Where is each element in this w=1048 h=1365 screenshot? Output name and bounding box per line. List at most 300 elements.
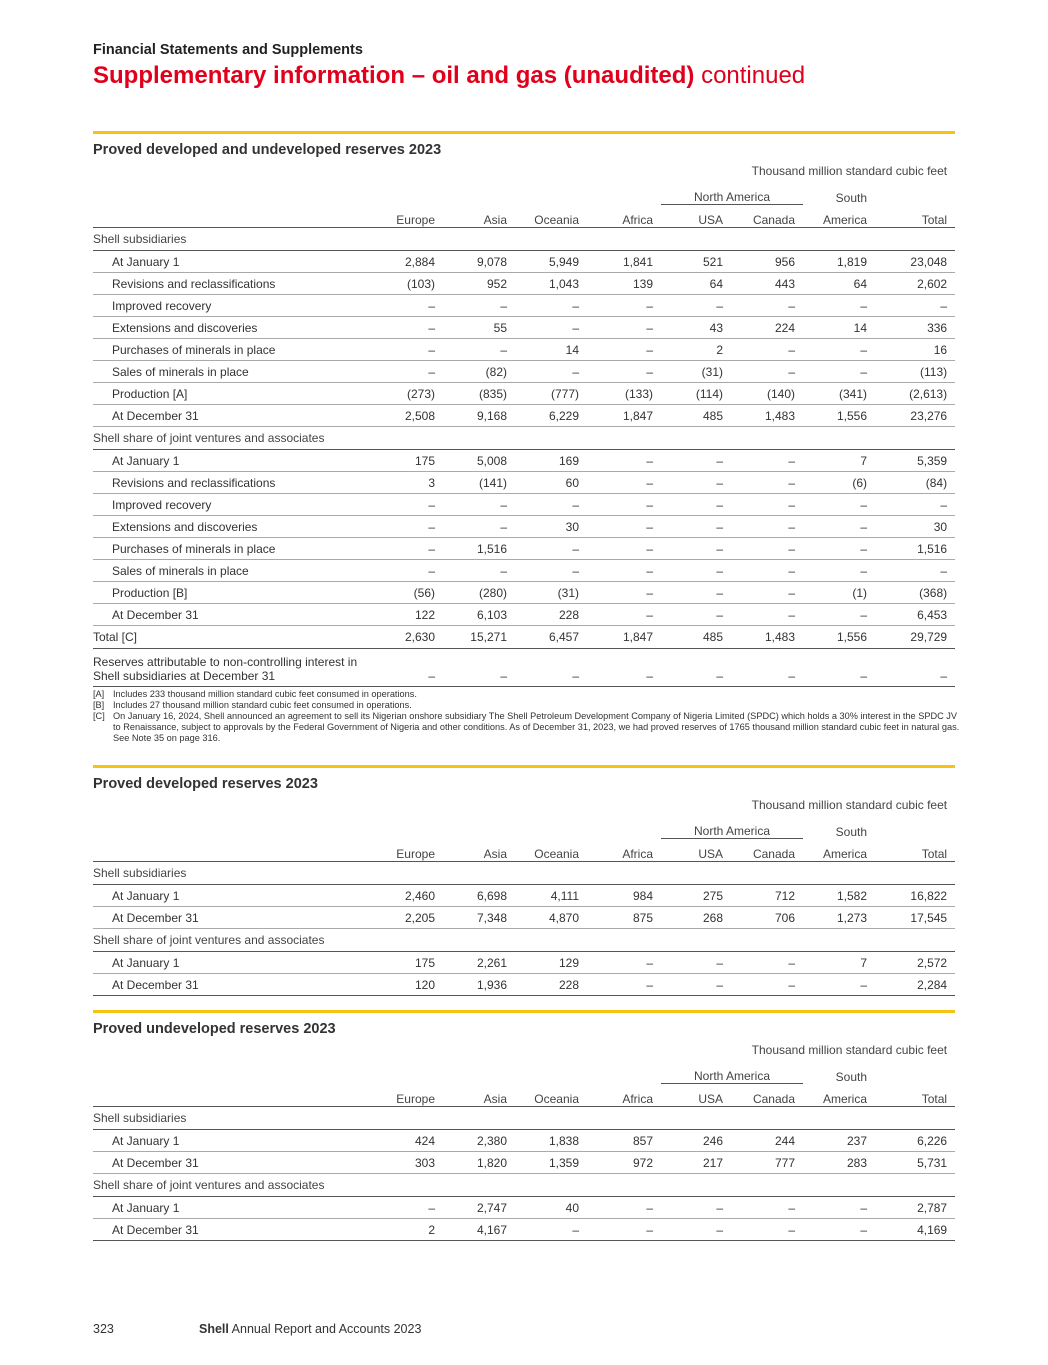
col-canada: Canada [731, 839, 803, 862]
cell-value: 2,630 [391, 626, 443, 649]
cell-value: 1,556 [803, 626, 875, 649]
cell-value: 29,729 [875, 626, 955, 649]
cell-value: – [391, 1197, 443, 1219]
cell-value: 9,078 [443, 251, 515, 273]
section-divider [93, 765, 955, 768]
cell-value: – [587, 450, 661, 472]
row-label: At December 31 [93, 974, 391, 996]
nci-label-line2: Shell subsidiaries at December 31 [93, 669, 276, 683]
table-row [93, 907, 955, 929]
cell-value: (341) [803, 383, 875, 405]
brand-name: Shell [199, 1322, 229, 1336]
col-usa: USA [661, 1084, 731, 1107]
cell-value: – [731, 952, 803, 974]
col-africa: Africa [587, 1084, 661, 1107]
cell-value: – [661, 582, 731, 604]
col-total: Total [875, 205, 955, 228]
cell-value: – [661, 450, 731, 472]
col-africa: Africa [587, 839, 661, 862]
cell-value: – [803, 1197, 875, 1219]
cell-value: 14 [515, 339, 587, 361]
cell-value: – [731, 516, 803, 538]
unit-row [93, 1039, 955, 1061]
cell-value: 275 [661, 885, 731, 907]
cell-value: 984 [587, 885, 661, 907]
cell-value: 9,168 [443, 405, 515, 427]
cell-value: 521 [661, 251, 731, 273]
cell-value: 30 [875, 516, 955, 538]
cell-value: – [661, 649, 731, 687]
cell-value: – [391, 295, 443, 317]
row-label: At December 31 [93, 604, 391, 626]
cell-value: – [661, 472, 731, 494]
cell-value: (133) [587, 383, 661, 405]
report-name: Annual Report and Accounts 2023 [231, 1322, 422, 1336]
cell-value: (777) [515, 383, 587, 405]
cell-value: 336 [875, 317, 955, 339]
table-row [93, 885, 955, 907]
unit-label: Thousand million standard cubic feet [751, 1043, 948, 1057]
section-undeveloped [93, 1010, 955, 1241]
footnote-text: Includes 27 thousand million standard cubic feet consumed in operations. [113, 700, 412, 710]
table-row [93, 1130, 955, 1152]
cell-value: 1,819 [803, 251, 875, 273]
cell-value: – [391, 538, 443, 560]
cell-value: 2,205 [391, 907, 443, 929]
col-south-america: America [803, 839, 875, 862]
cell-value: – [587, 317, 661, 339]
cell-value: 2,602 [875, 273, 955, 295]
row-label: At January 1 [93, 1197, 391, 1219]
cell-value: – [587, 1197, 661, 1219]
cell-value: – [391, 361, 443, 383]
cell-value: – [803, 516, 875, 538]
page-number: 323 [93, 1322, 114, 1336]
cell-value: 7 [803, 450, 875, 472]
row-label: Revisions and reclassifications [93, 472, 391, 494]
col-europe: Europe [391, 205, 443, 228]
col-usa: USA [661, 839, 731, 862]
row-label: At December 31 [93, 1152, 391, 1174]
col-africa: Africa [587, 205, 661, 228]
cell-value: 1,359 [515, 1152, 587, 1174]
north-america-header: North America [661, 182, 803, 205]
col-europe: Europe [391, 1084, 443, 1107]
section-developed-undeveloped [93, 131, 955, 687]
cell-value: – [803, 1219, 875, 1241]
total-row [93, 626, 955, 649]
cell-value: 23,276 [875, 405, 955, 427]
south-header: South [835, 824, 867, 839]
cell-value: 6,226 [875, 1130, 955, 1152]
cell-value: 120 [391, 974, 443, 996]
col-total: Total [875, 1084, 955, 1107]
category-label: Shell subsidiaries [93, 1107, 955, 1130]
row-label: Production [B] [93, 582, 391, 604]
row-label: At December 31 [93, 907, 391, 929]
nci-row [93, 649, 955, 687]
cell-value: 1,516 [443, 538, 515, 560]
footnote-tag: [C] [93, 711, 105, 721]
cell-value: – [515, 317, 587, 339]
row-label: Extensions and discoveries [93, 317, 391, 339]
cell-value: – [803, 560, 875, 582]
cell-value: 246 [661, 1130, 731, 1152]
row-label: At January 1 [93, 450, 391, 472]
cell-value: 1,841 [587, 251, 661, 273]
category-row [93, 1107, 955, 1130]
footnote [93, 700, 963, 711]
table-row [93, 273, 955, 295]
cell-value: 17,545 [875, 907, 955, 929]
cell-value: – [875, 494, 955, 516]
cell-value: – [803, 494, 875, 516]
category-row [93, 228, 955, 251]
cell-value: – [587, 472, 661, 494]
cell-value: – [731, 604, 803, 626]
cell-value: 4,870 [515, 907, 587, 929]
cell-value: 228 [515, 604, 587, 626]
col-canada: Canada [731, 1084, 803, 1107]
row-label: Purchases of minerals in place [93, 538, 391, 560]
cell-value: 6,103 [443, 604, 515, 626]
page-title-continued: continued [701, 62, 806, 89]
row-label: At December 31 [93, 405, 391, 427]
cell-value: 175 [391, 952, 443, 974]
cell-value: – [731, 560, 803, 582]
col-usa: USA [661, 205, 731, 228]
table-row [93, 582, 955, 604]
unit-row [93, 160, 955, 182]
col-oceania: Oceania [515, 205, 587, 228]
table-row [93, 604, 955, 626]
page-title [93, 62, 805, 90]
cell-value: – [443, 494, 515, 516]
col-asia: Asia [443, 205, 515, 228]
cell-value: 23,048 [875, 251, 955, 273]
cell-value: 972 [587, 1152, 661, 1174]
nci-label-line1: Reserves attributable to non-controlling interest in [93, 655, 358, 669]
cell-value: (113) [875, 361, 955, 383]
cell-value: 712 [731, 885, 803, 907]
cell-value: 6,698 [443, 885, 515, 907]
cell-value: 6,457 [515, 626, 587, 649]
cell-value: 2 [391, 1219, 443, 1241]
cell-value: – [731, 1197, 803, 1219]
unit-label: Thousand million standard cubic feet [751, 798, 948, 812]
cell-value: 2,747 [443, 1197, 515, 1219]
cell-value: 875 [587, 907, 661, 929]
cell-value: 956 [731, 251, 803, 273]
row-label: Extensions and discoveries [93, 516, 391, 538]
cell-value: – [875, 649, 955, 687]
table-row [93, 383, 955, 405]
cell-value: – [587, 1219, 661, 1241]
cell-value: 43 [661, 317, 731, 339]
cell-value: – [661, 494, 731, 516]
category-row [93, 1174, 955, 1197]
cell-value: – [731, 974, 803, 996]
col-canada: Canada [731, 205, 803, 228]
cell-value: 2,884 [391, 251, 443, 273]
cell-value: 857 [587, 1130, 661, 1152]
footnote-tag: [A] [93, 689, 105, 699]
cell-value: (368) [875, 582, 955, 604]
cell-value: (835) [443, 383, 515, 405]
row-label: Improved recovery [93, 494, 391, 516]
category-row [93, 929, 955, 952]
cell-value: 40 [515, 1197, 587, 1219]
cell-value: 4,169 [875, 1219, 955, 1241]
cell-value: – [587, 649, 661, 687]
group-header-row [93, 182, 955, 205]
cell-value: 1,483 [731, 405, 803, 427]
section-divider [93, 1010, 955, 1013]
cell-value: 5,949 [515, 251, 587, 273]
cell-value: 1,582 [803, 885, 875, 907]
col-oceania: Oceania [515, 839, 587, 862]
unit-label: Thousand million standard cubic feet [751, 164, 948, 178]
table-row [93, 494, 955, 516]
cell-value: – [515, 560, 587, 582]
cell-value: – [391, 317, 443, 339]
footnote [93, 689, 963, 700]
cell-value: – [587, 952, 661, 974]
column-header-row [93, 205, 955, 228]
south-header: South [835, 1069, 867, 1084]
cell-value: 175 [391, 450, 443, 472]
cell-value: – [803, 649, 875, 687]
table-row [93, 1197, 955, 1219]
cell-value: – [515, 649, 587, 687]
cell-value: – [731, 295, 803, 317]
cell-value: (273) [391, 383, 443, 405]
cell-value: 1,556 [803, 405, 875, 427]
cell-value: – [661, 538, 731, 560]
cell-value: 283 [803, 1152, 875, 1174]
table-row [93, 1152, 955, 1174]
south-header: South [835, 190, 867, 205]
cell-value: (6) [803, 472, 875, 494]
section-title: Proved developed reserves 2023 [93, 776, 318, 792]
cell-value: 1,820 [443, 1152, 515, 1174]
category-row [93, 427, 955, 450]
cell-value: – [391, 516, 443, 538]
cell-value: 5,731 [875, 1152, 955, 1174]
cell-value: 7,348 [443, 907, 515, 929]
cell-value: – [515, 1219, 587, 1241]
table-row [93, 952, 955, 974]
cell-value: 14 [803, 317, 875, 339]
cell-value: – [587, 516, 661, 538]
cell-value: 237 [803, 1130, 875, 1152]
cell-value: 1,847 [587, 405, 661, 427]
cell-value: 1,516 [875, 538, 955, 560]
col-oceania: Oceania [515, 1084, 587, 1107]
footnotes [93, 689, 963, 744]
cell-value: – [587, 538, 661, 560]
category-label: Shell subsidiaries [93, 862, 955, 885]
cell-value: 30 [515, 516, 587, 538]
cell-value: 1,936 [443, 974, 515, 996]
cell-value: – [803, 974, 875, 996]
cell-value: 1,043 [515, 273, 587, 295]
table-row [93, 472, 955, 494]
table-row [93, 516, 955, 538]
cell-value: (31) [661, 361, 731, 383]
cell-value: 228 [515, 974, 587, 996]
cell-value: 122 [391, 604, 443, 626]
cell-value: 3 [391, 472, 443, 494]
cell-value: – [661, 1197, 731, 1219]
cell-value: 64 [803, 273, 875, 295]
cell-value: 55 [443, 317, 515, 339]
cell-value: (141) [443, 472, 515, 494]
cell-value: – [661, 295, 731, 317]
cell-value: – [875, 560, 955, 582]
row-label: Purchases of minerals in place [93, 339, 391, 361]
category-label: Shell share of joint ventures and associates [93, 1174, 955, 1197]
col-asia: Asia [443, 1084, 515, 1107]
cell-value: – [515, 538, 587, 560]
cell-value: (140) [731, 383, 803, 405]
table-row [93, 317, 955, 339]
category-label: Shell share of joint ventures and associates [93, 427, 955, 450]
cell-value: (2,613) [875, 383, 955, 405]
cell-value: – [731, 649, 803, 687]
table-row [93, 295, 955, 317]
cell-value: 139 [587, 273, 661, 295]
cell-value: – [731, 472, 803, 494]
cell-value: – [515, 494, 587, 516]
page-title-main: Supplementary information – oil and gas (unaudited) [93, 62, 695, 89]
cell-value: 777 [731, 1152, 803, 1174]
cell-value: – [391, 649, 443, 687]
row-label: At January 1 [93, 952, 391, 974]
cell-value: – [587, 339, 661, 361]
cell-value: (114) [661, 383, 731, 405]
cell-value: – [587, 604, 661, 626]
cell-value: – [803, 538, 875, 560]
cell-value: – [731, 339, 803, 361]
cell-value: 2,787 [875, 1197, 955, 1219]
cell-value: – [661, 604, 731, 626]
page-subtitle: Financial Statements and Supplements [93, 42, 363, 58]
row-label: Sales of minerals in place [93, 560, 391, 582]
cell-value: – [661, 560, 731, 582]
cell-value: (82) [443, 361, 515, 383]
table-row [93, 450, 955, 472]
cell-value: – [587, 560, 661, 582]
row-label [93, 649, 391, 687]
col-south-america: America [803, 1084, 875, 1107]
cell-value: – [803, 339, 875, 361]
col-asia: Asia [443, 839, 515, 862]
reserves-table [93, 160, 955, 687]
cell-value: – [661, 1219, 731, 1241]
cell-value: 485 [661, 405, 731, 427]
cell-value: – [803, 295, 875, 317]
row-label: Sales of minerals in place [93, 361, 391, 383]
cell-value: 1,847 [587, 626, 661, 649]
cell-value: (1) [803, 582, 875, 604]
cell-value: 1,483 [731, 626, 803, 649]
cell-value: – [443, 295, 515, 317]
cell-value: – [391, 494, 443, 516]
cell-value: – [587, 974, 661, 996]
section-developed [93, 765, 955, 996]
cell-value: – [731, 361, 803, 383]
cell-value: 64 [661, 273, 731, 295]
column-header-row [93, 1084, 955, 1107]
table-row [93, 560, 955, 582]
cell-value: 16,822 [875, 885, 955, 907]
cell-value: 303 [391, 1152, 443, 1174]
reserves-table [93, 1039, 955, 1241]
cell-value: – [515, 295, 587, 317]
footer-brand [199, 1322, 421, 1336]
row-label: At January 1 [93, 1130, 391, 1152]
cell-value: 244 [731, 1130, 803, 1152]
cell-value: – [803, 604, 875, 626]
category-label: Shell subsidiaries [93, 228, 955, 251]
column-header-row [93, 839, 955, 862]
cell-value: 4,167 [443, 1219, 515, 1241]
cell-value: 2,380 [443, 1130, 515, 1152]
row-label: At January 1 [93, 251, 391, 273]
category-row [93, 862, 955, 885]
row-label: Improved recovery [93, 295, 391, 317]
cell-value: – [661, 952, 731, 974]
cell-value: – [443, 339, 515, 361]
cell-value: 5,008 [443, 450, 515, 472]
cell-value: – [515, 361, 587, 383]
cell-value: 2,261 [443, 952, 515, 974]
cell-value: 1,273 [803, 907, 875, 929]
cell-value: – [731, 450, 803, 472]
cell-value: – [443, 649, 515, 687]
cell-value: 6,453 [875, 604, 955, 626]
cell-value: 2 [661, 339, 731, 361]
cell-value: 1,838 [515, 1130, 587, 1152]
cell-value: 706 [731, 907, 803, 929]
cell-value: 6,229 [515, 405, 587, 427]
row-label: Production [A] [93, 383, 391, 405]
cell-value: – [731, 538, 803, 560]
cell-value: 424 [391, 1130, 443, 1152]
table-row [93, 361, 955, 383]
table-row [93, 974, 955, 996]
cell-value: 2,508 [391, 405, 443, 427]
cell-value: – [803, 361, 875, 383]
cell-value: (103) [391, 273, 443, 295]
cell-value: 7 [803, 952, 875, 974]
north-america-header: North America [661, 816, 803, 839]
cell-value: 5,359 [875, 450, 955, 472]
cell-value: – [731, 1219, 803, 1241]
category-label: Shell share of joint ventures and associates [93, 929, 955, 952]
cell-value: 169 [515, 450, 587, 472]
cell-value: – [587, 582, 661, 604]
cell-value: 224 [731, 317, 803, 339]
cell-value: – [661, 516, 731, 538]
table-row [93, 339, 955, 361]
footnote [93, 711, 963, 744]
cell-value: 4,111 [515, 885, 587, 907]
cell-value: 268 [661, 907, 731, 929]
cell-value: 443 [731, 273, 803, 295]
cell-value: 952 [443, 273, 515, 295]
